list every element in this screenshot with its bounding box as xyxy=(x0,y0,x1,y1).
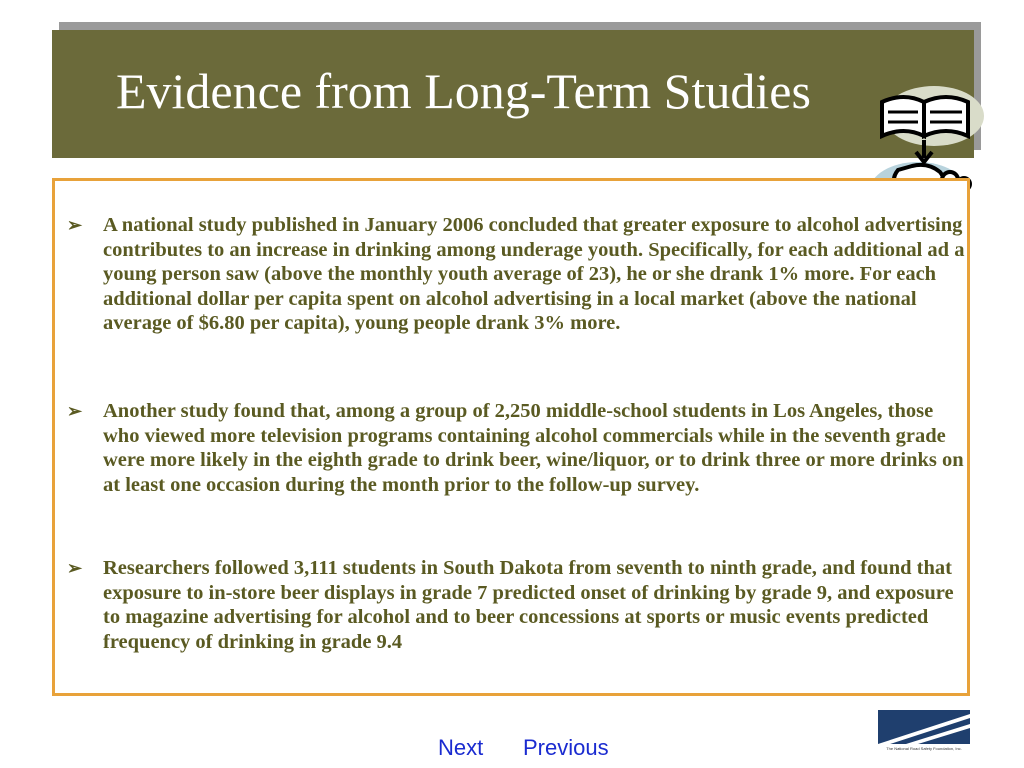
previous-link[interactable]: Previous xyxy=(523,735,609,760)
logo-caption: The National Road Safety Foundation, Inc. xyxy=(886,746,962,751)
book-icon xyxy=(882,97,968,136)
bullet-item xyxy=(67,213,967,336)
content-box xyxy=(52,178,970,696)
next-link[interactable]: Next xyxy=(438,735,484,760)
arrow-bullet-icon: ➢ xyxy=(67,401,83,421)
arrow-bullet-icon: ➢ xyxy=(67,215,83,235)
slide-title: Evidence from Long-Term Studies xyxy=(116,63,811,119)
bullet-item xyxy=(67,556,967,654)
bullet-text: Researchers followed 3,111 students in South Dakota from seventh to ninth grade, and found that exposure to in-store beer displays in grade 7 predicted onset of drinking by grade 9, and exposure to magazine advertising for alcohol and to beer concessions at sports or music events predicted frequency of drinking in grade 9.4 xyxy=(103,557,954,653)
bullet-item xyxy=(67,399,967,497)
bullet-text: A national study published in January 2006 concluded that greater exposure to alcohol advertising contributes to an increase in drinking among underage youth. Specifically, for each additional ad a young person saw (above the monthly youth average of 23), he or she drank 1% more. For each additional dollar per capita spent on alcohol advertising in a local market (above the national average of $6.80 per capita), young people drank 3% more. xyxy=(103,214,965,335)
bullet-text: Another study found that, among a group of 2,250 middle-school students in Los Angeles, those who viewed more television programs containing alcohol commercials while in the seventh grade were more likely in the eighth grade to drink beer, wine/liquor, or to drink three or more drinks on at least one occasion during the month prior to the follow-up survey. xyxy=(103,400,964,496)
arrow-bullet-icon: ➢ xyxy=(67,558,83,578)
